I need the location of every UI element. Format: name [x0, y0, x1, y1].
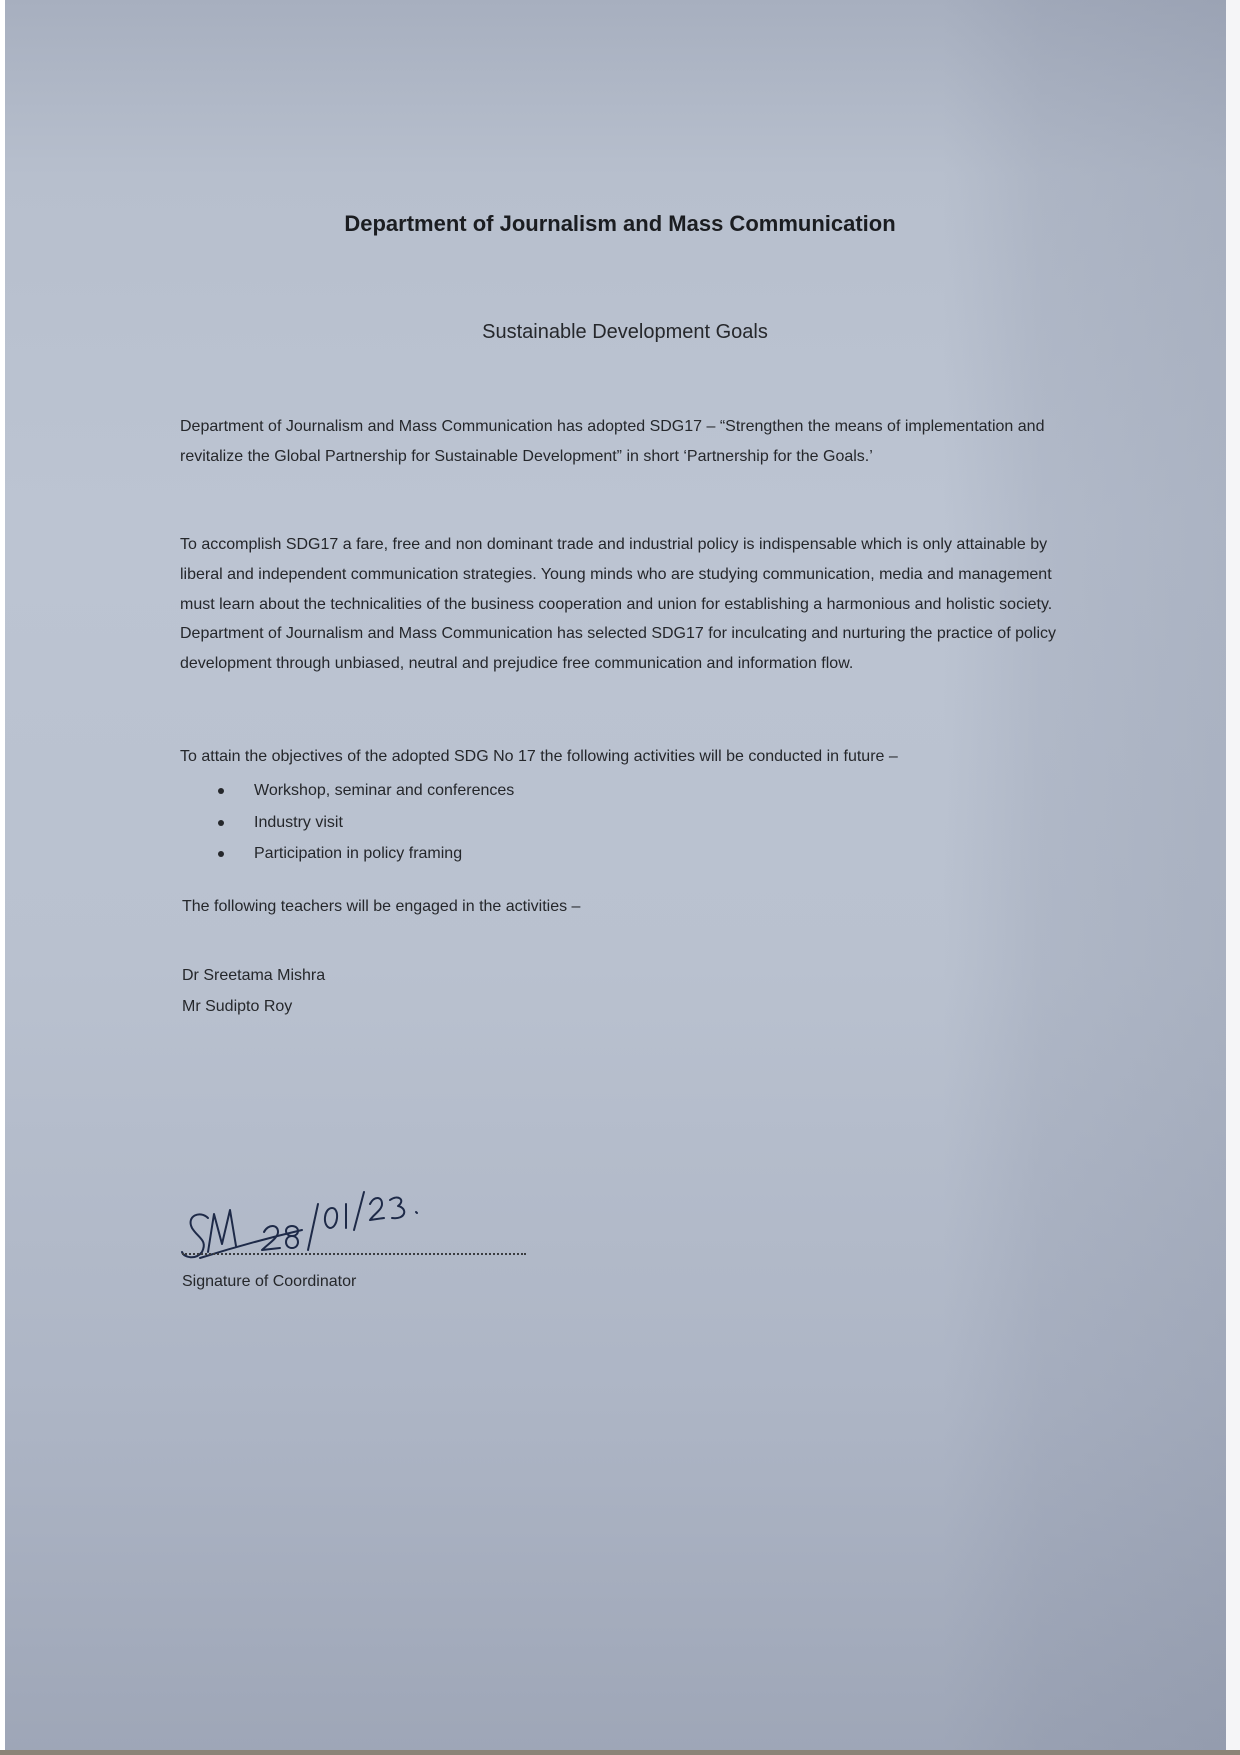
document-title: Department of Journalism and Mass Communication: [344, 211, 896, 236]
document-subtitle: Sustainable Development Goals: [482, 321, 768, 343]
teacher-name: Mr Sudipto Roy: [182, 998, 293, 1015]
teacher-name: Dr Sreetama Mishra: [182, 967, 326, 984]
teachers-intro: The following teachers will be engaged in the activities –: [182, 898, 581, 915]
page-left-edge: [0, 0, 5, 1755]
activity-label: Workshop, seminar and conferences: [254, 782, 515, 799]
activities-list: [180, 775, 880, 870]
paragraph-rationale: To accomplish SDG17 a fare, free and non dominant trade and industrial policy is indispensable which is only attainable by liberal and independent communication strategies. Young minds who are studying communication, media and management must learn about the technicalities of the business cooperation and union for establishing a harmonious and holistic society. Department of Journalism and Mass Communication has selected SDG17 for inculcating and nurturing the practice of policy development through unbiased, neutral and prejudice free communication and information flow.: [180, 536, 1056, 673]
handwritten-signature: [178, 1180, 538, 1270]
signature-line: [182, 1253, 526, 1255]
list-item: [180, 775, 880, 807]
paragraph-activities-intro: To attain the objectives of the adopted SDG No 17 the following activities will be conducted in future –: [180, 748, 898, 765]
signature-label: Signature of Coordinator: [182, 1273, 357, 1290]
bullet-icon: [218, 788, 224, 794]
page-right-edge: [1226, 0, 1240, 1755]
paragraph-adoption: Department of Journalism and Mass Communication has adopted SDG17 – “Strengthen the means of implementation and revitalize the Global Partnership for Sustainable Development” in short ‘Partnership for the Goals.’: [180, 418, 1045, 465]
page-bottom-edge: [0, 1750, 1240, 1755]
teachers-list: [182, 960, 325, 1022]
bullet-icon: [218, 851, 224, 857]
bullet-icon: [218, 820, 224, 826]
list-item: [180, 838, 880, 870]
list-item: [180, 807, 880, 839]
activity-label: Participation in policy framing: [254, 845, 463, 862]
activity-label: Industry visit: [254, 813, 343, 831]
